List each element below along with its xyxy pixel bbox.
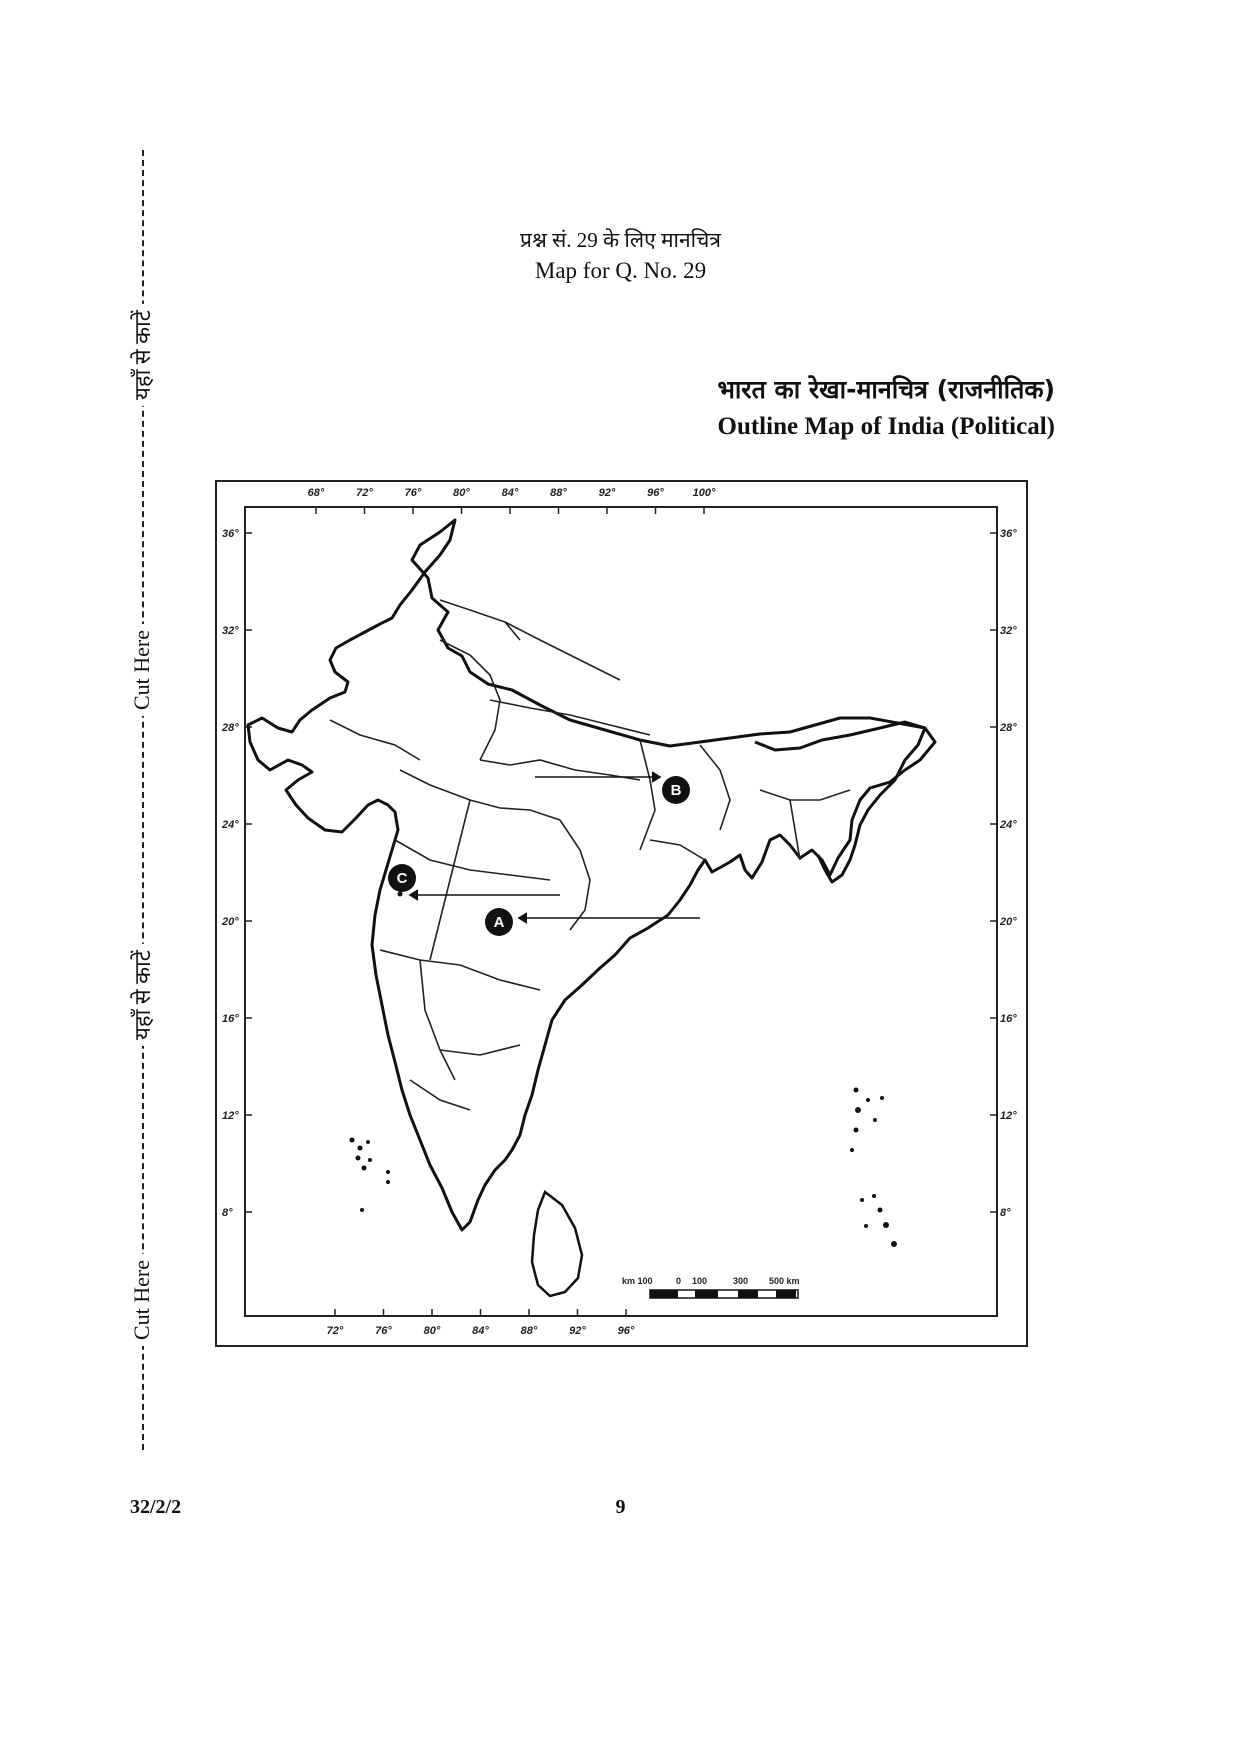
cut-label-cut-here-lower: Cut Here — [129, 1254, 155, 1346]
left-latitude-label: 36° — [222, 528, 239, 540]
right-latitude-label: 20° — [1000, 916, 1017, 928]
bottom-longitude-label: 72° — [326, 1325, 344, 1337]
marker-c-label: C — [396, 870, 408, 887]
right-latitude-label: 36° — [1000, 528, 1017, 540]
marker-c-dot — [398, 892, 403, 897]
cut-label-hindi-bottom: यहाँ से काटें — [127, 944, 157, 1046]
left-latitude-label: 16° — [222, 1013, 239, 1025]
top-longitude-label: 88° — [550, 487, 567, 499]
marker-a-label: A — [493, 914, 505, 931]
right-latitude-label: 24° — [1000, 819, 1017, 831]
top-longitude-label: 100° — [692, 487, 716, 499]
right-latitude-label: 16° — [1000, 1013, 1017, 1025]
page-number: 9 — [615, 1496, 626, 1518]
map-grid-ticks — [221, 487, 1017, 1337]
sri-lanka-outline — [532, 1192, 582, 1296]
marker-b-label: B — [670, 782, 682, 799]
scale-label-300: 300 — [733, 1276, 749, 1286]
right-latitude-label: 12° — [1000, 1110, 1017, 1122]
top-longitude-label: 96° — [647, 487, 664, 499]
top-longitude-label: 72° — [356, 487, 373, 499]
question-heading-english: Map for Q. No. 29 — [534, 258, 707, 283]
map-title-english: Outline Map of India (Political) — [717, 413, 1055, 440]
state-boundaries — [330, 600, 850, 1110]
bottom-longitude-label: 84° — [472, 1325, 489, 1337]
marker-b — [662, 776, 690, 804]
left-latitude-label: 28° — [222, 722, 239, 734]
marker-c — [388, 864, 416, 892]
bottom-longitude-label: 80° — [423, 1325, 441, 1337]
cut-label-hindi-top: यहाँ से काटें — [127, 304, 157, 406]
right-latitude-label: 32° — [1000, 625, 1017, 637]
left-latitude-label: 8° — [222, 1207, 233, 1219]
northeast-outline — [755, 722, 925, 882]
bottom-longitude-label: 92° — [569, 1325, 586, 1337]
marker-a — [485, 908, 513, 936]
india-outline — [248, 520, 935, 1230]
scale-label-0: 0 — [676, 1276, 682, 1286]
scale-label-500km: 500 km — [769, 1276, 800, 1286]
top-longitude-label: 92° — [598, 487, 616, 499]
top-longitude-label: 68° — [307, 487, 325, 499]
bottom-longitude-label: 76° — [375, 1325, 392, 1337]
left-latitude-label: 32° — [222, 625, 239, 637]
cut-label-cut-here-upper: Cut Here — [129, 624, 155, 716]
left-latitude-label: 20° — [222, 916, 239, 928]
map-title-hindi: भारत का रेखा-मानचित्र (राजनीतिक) — [717, 375, 1055, 404]
top-longitude-label: 80° — [453, 487, 470, 499]
right-latitude-label: 8° — [1000, 1207, 1011, 1219]
top-longitude-label: 84° — [501, 487, 519, 499]
paper-code: 32/2/2 — [130, 1496, 182, 1518]
bottom-longitude-label: 96° — [617, 1325, 635, 1337]
scale-label-100: 100 — [692, 1276, 708, 1286]
scale-bar — [622, 1276, 800, 1298]
question-heading-hindi: प्रश्न सं. 29 के लिए मानचित्र — [520, 228, 721, 252]
right-latitude-label: 28° — [1000, 722, 1017, 734]
left-latitude-label: 24° — [222, 819, 239, 831]
scale-label-km100: km 100 — [622, 1276, 653, 1286]
top-longitude-label: 76° — [404, 487, 422, 499]
bottom-longitude-label: 88° — [520, 1325, 538, 1337]
left-latitude-label: 12° — [222, 1110, 239, 1122]
